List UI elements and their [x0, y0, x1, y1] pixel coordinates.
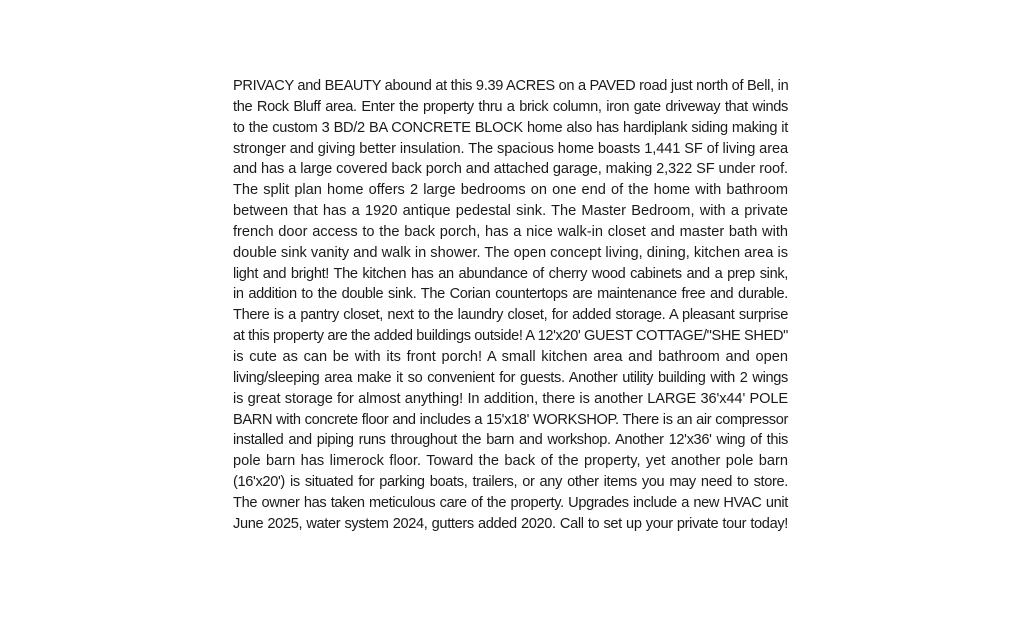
description-line: in addition to the double sink. The Corian countertops are maintenance free and durable.	[233, 286, 788, 303]
description-line: the Rock Bluff area. Enter the property thru a brick column, iron gate driveway that winds	[233, 98, 788, 115]
description-line: (16'x20') is situated for parking boats, trailers, or any other items you may need to store.	[233, 474, 788, 491]
description-line: and has a large covered back porch and attached garage, making 2,322 SF under roof.	[233, 161, 788, 178]
description-line: The split plan home offers 2 large bedrooms on one end of the home with bathroom	[233, 182, 788, 199]
description-line: There is a pantry closet, next to the laundry closet, for added storage. A pleasant surprise	[233, 307, 788, 324]
description-line: is cute as can be with its front porch! A small kitchen area and bathroom and open	[233, 348, 788, 365]
description-line: BARN with concrete floor and includes a 15'x18' WORKSHOP. There is an air compressor	[233, 411, 788, 428]
description-line: installed and piping runs throughout the barn and workshop. Another 12'x36' wing of this	[233, 432, 788, 449]
description-line: pole barn has limerock floor. Toward the back of the property, yet another pole barn	[233, 453, 788, 470]
description-line: is great storage for almost anything! In addition, there is another LARGE 36'x44' POLE	[233, 390, 788, 407]
description-line: between that has a 1920 antique pedestal sink. The Master Bedroom, with a private	[233, 203, 788, 220]
description-line: The owner has taken meticulous care of the property. Upgrades include a new HVAC unit	[233, 494, 788, 511]
description-line: PRIVACY and BEAUTY abound at this 9.39 ACRES on a PAVED road just north of Bell, in	[233, 78, 789, 94]
description-line: living/sleeping area make it so convenient for guests. Another utility building with 2 wings	[233, 369, 788, 386]
description-line: to the custom 3 BD/2 BA CONCRETE BLOCK home also has hardiplank siding making it	[233, 119, 788, 136]
description-line: stronger and giving better insulation. The spacious home boasts 1,441 SF of living area	[233, 140, 788, 157]
description-line: June 2025, water system 2024, gutters added 2020. Call to set up your private tour today!	[233, 515, 788, 532]
description-line: at this property are the added buildings outside! A 12'x20' GUEST COTTAGE/"SHE SHED"	[233, 328, 788, 345]
description-line: double sink vanity and walk in shower. The open concept living, dining, kitchen area is	[233, 244, 788, 261]
description-line: french door access to the back porch, has a nice walk-in closet and master bath with	[233, 223, 788, 240]
property-description	[233, 76, 788, 535]
description-line: light and bright! The kitchen has an abundance of cherry wood cabinets and a prep sink,	[233, 265, 788, 282]
